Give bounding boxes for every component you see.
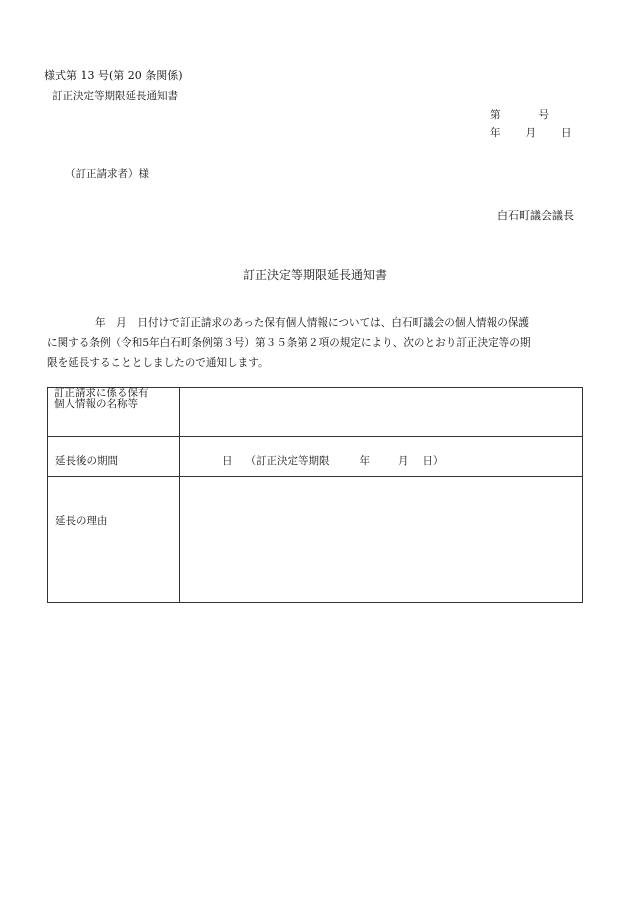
table-row (48, 437, 583, 477)
body-line-3: 限を延長することとしましたので通知します。 (47, 357, 269, 369)
period-month: 月 (398, 455, 409, 467)
row1-label-cell (48, 388, 180, 437)
table-row (48, 477, 583, 603)
recipient: （訂正請求者）様 (65, 168, 149, 180)
document-title: 訂正決定等期限延長通知書 (242, 268, 387, 282)
body-text (47, 313, 582, 373)
period-year: 年 (359, 455, 370, 467)
period-end: 日） (422, 455, 444, 467)
row2-label: 延長後の期間 (55, 455, 118, 467)
row3-label: 延長の理由 (55, 515, 108, 527)
row1-label-b: 個人情報の名称等 (54, 398, 138, 410)
date-line (490, 125, 572, 140)
sender: 白石町議会議長 (497, 209, 574, 222)
date-day: 日 (561, 127, 572, 139)
row1-label-a: 訂正請求に係る保有 (54, 387, 149, 399)
period-paren: （訂正決定等期限 (245, 455, 330, 467)
number-prefix: 第 (490, 109, 501, 121)
number-suffix: 号 (538, 109, 549, 121)
row3-value-cell[interactable] (180, 477, 583, 603)
body-line-2: に関する条例（令和5年白石町条例第３号）第３５条第２項の規定により、次のとおり訂正決定等の期 (47, 337, 531, 349)
body-line-1: 年 月 日付けで訂正請求のあった保有個人情報については、白石町議会の個人情報の保護 (95, 317, 530, 329)
info-table (47, 387, 583, 603)
row1-value-cell[interactable] (180, 388, 583, 437)
row2-label-cell (48, 437, 180, 477)
date-month: 月 (525, 127, 536, 139)
extended-period (180, 437, 582, 468)
form-number: 様式第 13 号(第 20 条関係) (44, 69, 183, 82)
document-number-line (490, 107, 549, 122)
row3-label-cell (48, 477, 180, 603)
date-year: 年 (490, 127, 501, 139)
period-day: 日 (222, 455, 233, 467)
document-type-label: 訂正決定等期限延長通知書 (52, 90, 178, 102)
row2-value-cell[interactable] (180, 437, 583, 477)
table-row (48, 388, 583, 437)
